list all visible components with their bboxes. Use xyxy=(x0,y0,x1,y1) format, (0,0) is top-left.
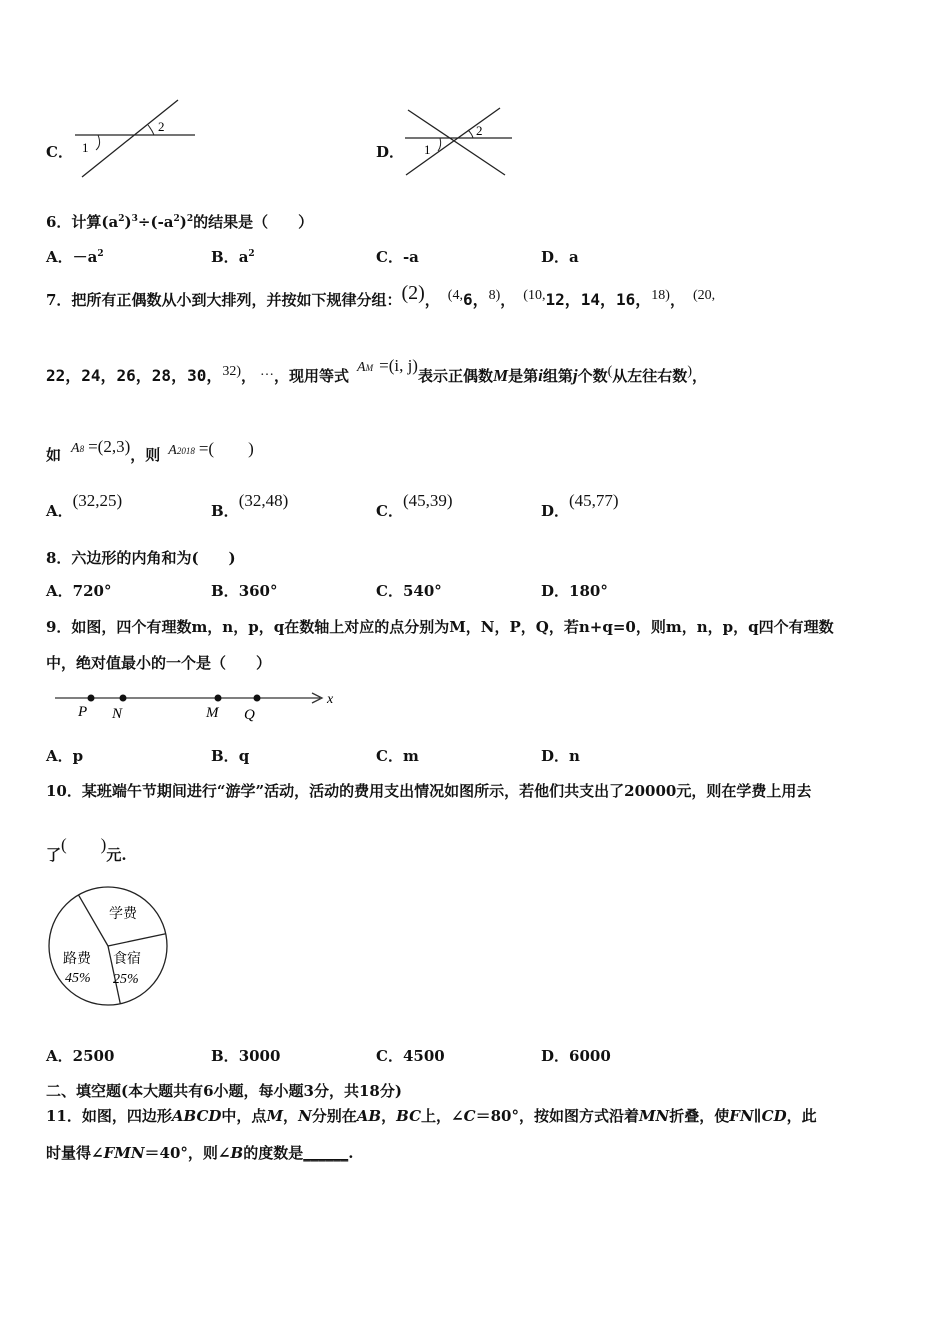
label-x: x xyxy=(327,692,334,707)
q8-option-b: B．360° xyxy=(211,582,278,600)
label-m: M xyxy=(206,705,219,721)
q10-option-c: C．4500 xyxy=(376,1047,445,1065)
q8-option-c: C．540° xyxy=(376,582,442,600)
answer-blank: ______ xyxy=(303,1144,349,1162)
label-p: P xyxy=(78,704,88,720)
q11-line-2: 时量得∠FMN＝40°，则∠B的度数是______. xyxy=(46,1144,354,1162)
q8-option-a: A．720° xyxy=(46,582,112,600)
figure-c-diagram xyxy=(70,95,205,185)
q8-option-d: D．180° xyxy=(541,582,608,600)
q10-pie-chart xyxy=(45,885,175,1015)
pie-radius-2 xyxy=(108,934,166,946)
figure-d-angle-1: 1 xyxy=(424,142,431,157)
q9-line-1: 9．如图，四个有理数m，n，p，q在数轴上对应的点分别为M，N，P，Q，若n+q=0，则m，n，p，q四个有理数 xyxy=(46,618,834,636)
q10-line-1: 10．某班端午节期间进行“游学”活动，活动的费用支出情况如图所示，若他们共支出了20000元，则在学费上用去 xyxy=(46,782,812,800)
q7-option-b: B．(32,48) xyxy=(211,491,289,520)
figure-c-arc-1 xyxy=(96,135,100,150)
q9-option-d: D．n xyxy=(541,747,580,765)
figure-d-diagram xyxy=(400,100,520,185)
point-n xyxy=(120,695,127,702)
figure-d-arc-2 xyxy=(468,130,473,138)
q10-option-b: B．3000 xyxy=(211,1047,281,1065)
q9-option-c: C．m xyxy=(376,747,419,765)
label-q: Q xyxy=(244,707,255,723)
q7-line-1: 7．把所有正偶数从小到大排列，并按如下规律分组：(2)， (4,6，8)， (10,12，14，16，18)， (20, xyxy=(46,282,716,309)
label-n: N xyxy=(112,706,123,722)
q11-line-1: 11．如图，四边形ABCD中，点M，N分别在AB，BC上，∠C＝80°，按如图方式沿着MN折叠，使FN∥CD，此 xyxy=(46,1107,817,1125)
option-d-label: D． xyxy=(376,143,405,161)
q9-option-a: A．p xyxy=(46,747,84,765)
point-p xyxy=(88,695,95,702)
point-m xyxy=(215,695,222,702)
figure-d-line-1 xyxy=(408,110,505,175)
pie-radius-1 xyxy=(79,895,109,946)
figure-d-arc-1 xyxy=(438,138,441,151)
q9-line-2: 中，绝对值最小的一个是（ ） xyxy=(46,654,272,672)
q9-number-line xyxy=(50,685,345,725)
q7-option-d: D．(45,77) xyxy=(541,491,619,520)
figure-c-angle-2: 2 xyxy=(158,119,165,134)
q6-option-c: C．-a xyxy=(376,248,419,266)
figure-c-line-2 xyxy=(82,100,178,177)
q6-option-a: A．$-a^2$ xyxy=(46,248,104,266)
q7-line-2: 22，24，26，28，30，32)， …，现用等式 AM =(i, j)表示正偶数M是第i组第j个数(从左往右数)， xyxy=(46,356,707,385)
pie-label-lodging: 食宿 xyxy=(113,952,141,967)
pie-label-travel: 路费 xyxy=(63,952,91,967)
q7-line-3: 如 A8 =(2,3)，则 A2018 =( ) xyxy=(46,437,254,464)
q10-option-a: A．2500 xyxy=(46,1047,115,1065)
option-c-label: C． xyxy=(46,143,73,161)
q10-option-d: D．6000 xyxy=(541,1047,611,1065)
section-2-heading: 二、填空题(本大题共有6小题，每小题3分，共18分) xyxy=(46,1082,402,1100)
point-q xyxy=(254,695,261,702)
q9-option-b: B．q xyxy=(211,747,250,765)
q7-option-c: C．(45,39) xyxy=(376,491,453,520)
q6-option-b: B．$a^2$ xyxy=(211,248,255,266)
figure-c-angle-1: 1 xyxy=(82,140,89,155)
q10-line-2: 了( )元. xyxy=(46,835,127,864)
q8-stem: 8．六边形的内角和为( ) xyxy=(46,549,236,567)
q6-stem: 6．计算$(a^2)^3\div(-a^2)^2$的结果是（ ） xyxy=(46,213,314,231)
q6-option-d: D．a xyxy=(541,248,579,266)
figure-c-arc-2 xyxy=(148,125,154,135)
pie-label-tuition: 学费 xyxy=(109,907,137,922)
q7-option-a: A．(32,25) xyxy=(46,491,123,520)
pie-value-travel: 45% xyxy=(65,971,91,986)
pie-value-lodging: 25% xyxy=(113,972,139,987)
figure-d-angle-2: 2 xyxy=(476,123,483,138)
